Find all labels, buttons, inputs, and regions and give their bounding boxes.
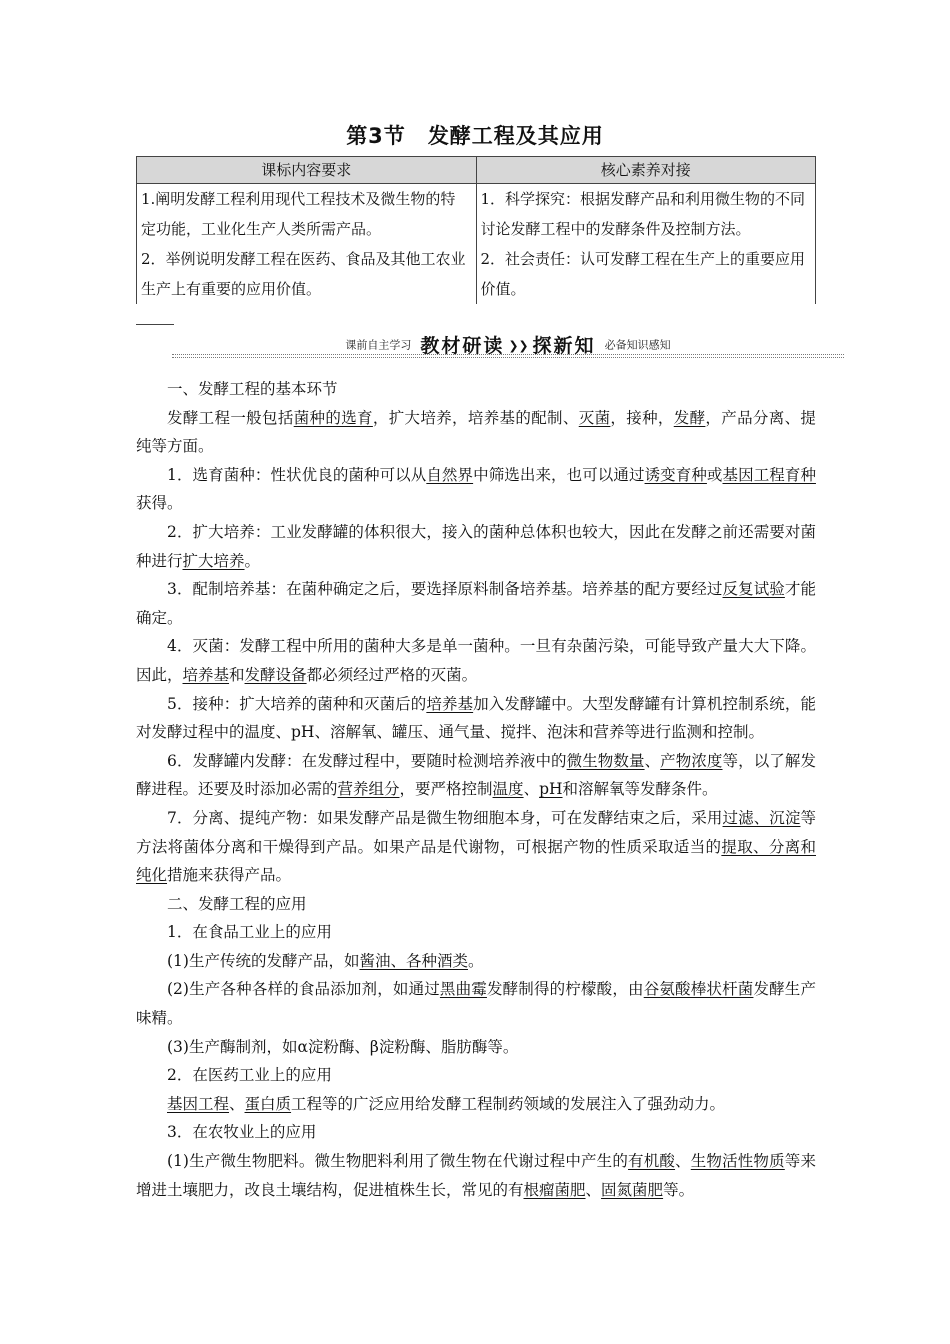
body-paragraph	[136, 975, 816, 1032]
text-run: 、	[229, 1094, 245, 1113]
body-paragraph	[136, 518, 816, 575]
key-term: 谷氨酸棒状杆菌	[643, 980, 754, 999]
text-run: 2．扩大培养：工业发酵罐的体积很大，接入的菌种总体积也较大，因此在发酵之前还需要对菌种进行	[136, 522, 816, 570]
text-run: 1．选育菌种：性状优良的菌种可以从	[167, 465, 427, 484]
banner-rule	[172, 354, 844, 355]
text-run: 措施来获得产品。	[167, 866, 292, 885]
key-term: 过滤、沉淀	[722, 808, 801, 827]
body-paragraph	[136, 747, 816, 804]
banner-left-label: 课前自主学习	[345, 338, 412, 352]
curriculum-item: 1.阐明发酵工程利用现代工程技术及微生物的特定功能，工业化生产人类所需产品。	[141, 190, 456, 238]
key-term: 培养基	[426, 694, 474, 713]
body-paragraph	[136, 1147, 816, 1204]
body-paragraph	[136, 947, 816, 976]
text-run: 发酵制得的柠檬酸，由	[486, 980, 644, 999]
text-run: 发酵生产味精。	[136, 980, 816, 1028]
header-curriculum: 课标内容要求	[137, 157, 477, 184]
body-paragraph	[136, 690, 816, 747]
key-term: 酱油、各种酒类	[359, 951, 468, 970]
key-term: 根瘤菌肥	[523, 1180, 586, 1199]
key-term: 固氮菌肥	[601, 1180, 664, 1199]
text-run: 1．在食品工业上的应用	[167, 923, 332, 942]
text-run: ，产品分离、提纯等方面。	[136, 408, 816, 456]
key-term: 基因工程育种	[722, 465, 816, 484]
section-number: 第3节	[346, 124, 406, 148]
section-banner	[172, 332, 844, 358]
key-term: 黑曲霉	[439, 980, 487, 999]
section-name: 发酵工程及其应用	[427, 124, 604, 148]
requirements-table	[136, 156, 816, 304]
text-run: 等。	[663, 1180, 695, 1199]
text-run: ，扩大培养，培养基的配制、	[372, 408, 579, 427]
text-run: 获得。	[136, 494, 183, 513]
key-term: 蛋白质	[244, 1094, 292, 1113]
text-run: 都必须经过严格的灭菌。	[306, 665, 478, 684]
body-paragraph	[136, 575, 816, 632]
text-run: 、	[523, 780, 540, 799]
key-term: 产物浓度	[660, 751, 723, 770]
text-run: 等方法将菌体分离和干燥得到产品。如果产品是代谢物，可根据产物的性质采取适当的	[136, 808, 816, 856]
text-run: (2)生产各种各样的食品添加剂，如通过	[167, 980, 440, 999]
key-term: 发酵设备	[244, 665, 307, 684]
key-term: 温度	[492, 780, 524, 799]
text-run: 和	[229, 665, 245, 684]
text-run: 二、发酵工程的应用	[167, 894, 307, 913]
body-paragraph	[136, 1118, 816, 1147]
text-run: 。	[244, 551, 261, 570]
text-run: 一、发酵工程的基本环节	[167, 380, 338, 398]
text-run: 2．在医药工业上的应用	[167, 1066, 332, 1085]
text-run: 、	[585, 1180, 602, 1199]
header-competency: 核心素养对接	[476, 157, 816, 184]
text-run: (3)生产酶制剂，如α淀粉酶、β淀粉酶、脂肪酶等。	[167, 1037, 519, 1056]
key-term: pH	[539, 780, 563, 799]
body-text	[136, 375, 816, 1204]
key-term: 诱变育种	[644, 465, 707, 484]
key-term: 自然界	[426, 465, 474, 484]
text-run: 和溶解氧等发酵条件。	[562, 780, 718, 799]
text-run: 。	[467, 951, 484, 970]
curriculum-cell	[137, 184, 477, 305]
key-term: 有机酸	[628, 1152, 676, 1171]
text-run: 工程等的广泛应用给发酵工程制药领域的发展注入了强劲动力。	[291, 1094, 726, 1113]
competency-item: 2．社会责任：认可发酵工程在生产上的重要应用价值。	[480, 250, 806, 298]
key-term: 生物活性物质	[690, 1152, 785, 1171]
body-paragraph	[136, 1061, 816, 1090]
table-bottom-rule	[136, 324, 174, 325]
text-run: 等来增进土壤肥力，改良土壤结构，促进植株生长，常见的有	[136, 1152, 816, 1199]
text-run: 3．配制培养基：在菌种确定之后，要选择原料制备培养基。培养基的配方要经过	[167, 580, 723, 599]
key-term: 培养基	[182, 665, 230, 684]
text-run: 中筛选出来，也可以通过	[473, 465, 645, 484]
body-paragraph	[136, 404, 816, 461]
text-run: (1)生产传统的发酵产品，如	[167, 951, 360, 970]
curriculum-item: 2．举例说明发酵工程在医药、食品及其他工农业生产上有重要的应用价值。	[141, 250, 466, 298]
key-term: 菌种的选育	[293, 408, 373, 427]
section-title	[0, 120, 950, 150]
key-term: 基因工程	[167, 1094, 230, 1113]
key-term: 微生物数量	[566, 751, 645, 770]
key-term: 发酵	[673, 408, 706, 427]
text-run: 4．灭菌：发酵工程中所用的菌种大多是单一菌种。一旦有杂菌污染，可能导致产量大大下降。因此，	[136, 637, 816, 684]
text-run: (1)生产微生物肥料。微生物肥料利用了微生物在代谢过程中产生的	[167, 1152, 629, 1171]
competency-cell	[476, 184, 816, 305]
banner-right-label: 必备知识感知	[604, 338, 671, 352]
key-term: 反复试验	[722, 580, 785, 599]
text-run: 3．在农牧业上的应用	[167, 1123, 317, 1142]
key-term: 提取、分离和纯化	[136, 837, 816, 885]
text-run: 或	[706, 465, 723, 484]
body-paragraph	[136, 804, 816, 890]
body-paragraph	[136, 461, 816, 518]
key-term: 扩大培养	[182, 551, 245, 570]
text-run: 、	[675, 1152, 691, 1171]
body-paragraph	[136, 375, 816, 404]
banner-main-label: 教材研读	[420, 334, 505, 357]
banner-rule	[172, 357, 844, 358]
text-run: 5．接种：扩大培养的菌种和灭菌后的	[167, 694, 427, 713]
competency-item: 1．科学探究：根据发酵产品和利用微生物的不同讨论发酵工程中的发酵条件及控制方法。	[480, 190, 806, 238]
text-run: 才能确定。	[136, 580, 816, 627]
body-paragraph	[136, 890, 816, 919]
text-run: 7．分离、提纯产物：如果发酵产品是微生物细胞本身，可在发酵结束之后，采用	[167, 808, 723, 827]
text-run: 发酵工程一般包括	[167, 408, 294, 427]
key-term: 营养组分	[337, 780, 400, 799]
double-chevron-icon: ❯❯	[508, 338, 529, 353]
text-run: 6．发酵罐内发酵：在发酵过程中，要随时检测培养液中的	[167, 751, 567, 770]
text-run: 等，以了解发酵进程。还要及时添加必需的	[136, 751, 816, 799]
banner-main-label-2: 探新知	[532, 334, 596, 357]
body-paragraph	[136, 632, 816, 689]
text-run: 、	[644, 751, 661, 770]
text-run: ，接种，	[610, 408, 674, 427]
text-run: ，要严格控制	[399, 780, 493, 799]
body-paragraph	[136, 1033, 816, 1062]
key-term: 灭菌	[578, 408, 611, 427]
body-paragraph	[136, 918, 816, 947]
text-run: 加入发酵罐中。大型发酵罐有计算机控制系统，能对发酵过程中的温度、pH、溶解氧、罐压、通气量、搅拌、泡沫和营养等进行监测和控制。	[136, 694, 816, 742]
body-paragraph	[136, 1090, 816, 1119]
